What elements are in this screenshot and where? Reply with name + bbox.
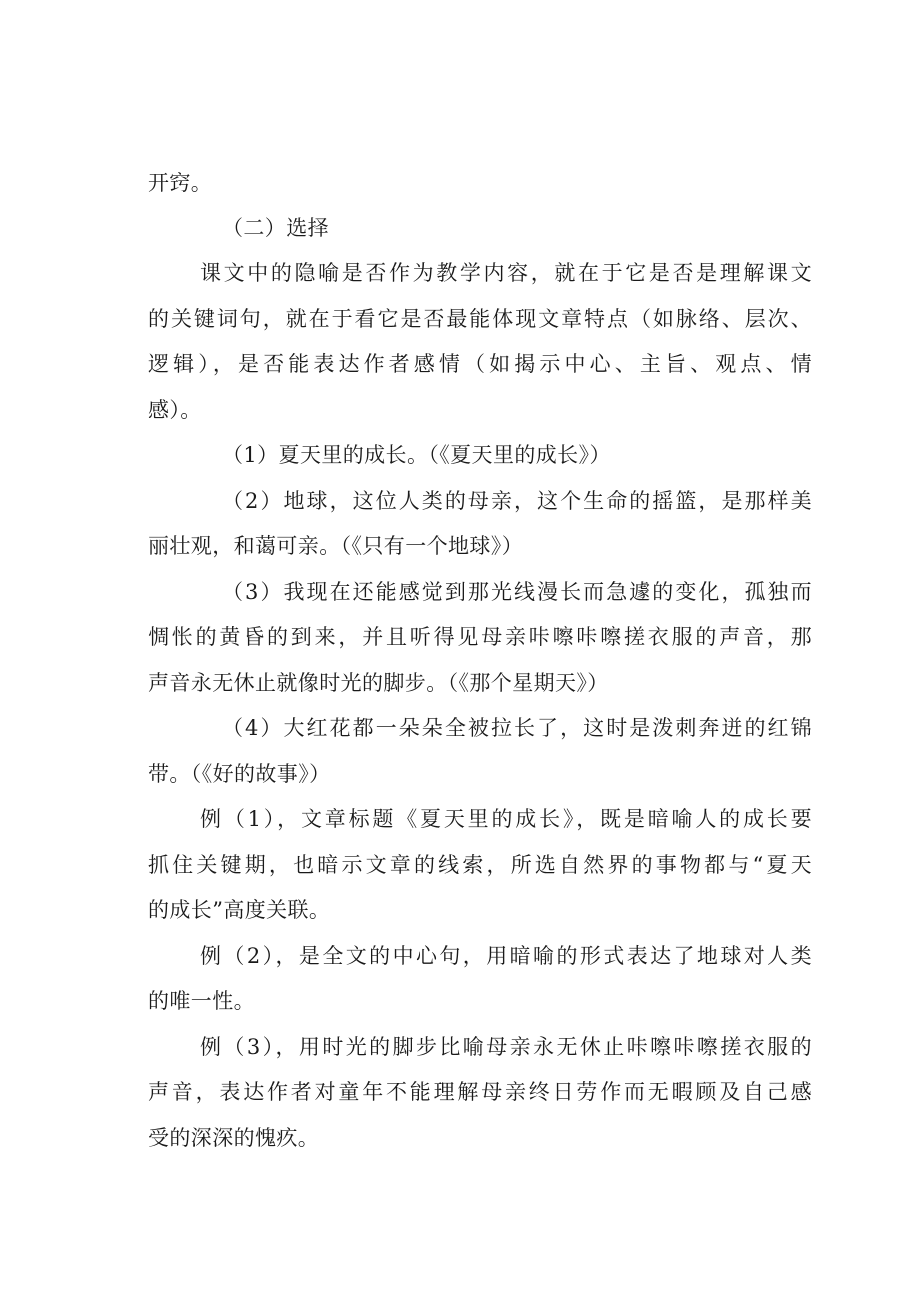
text-line: 开窍。 — [148, 171, 213, 195]
example-line: 带。（《好的故事》） — [148, 762, 331, 786]
analysis-line: 例（1），文章标题《夏天里的成长》，既是暗喻人的成长要 — [200, 807, 812, 831]
text-line: 的关键词句，就在于看它是否最能体现文章特点（如脉络、层次、 — [148, 307, 812, 331]
analysis-line: 声音，表达作者对童年不能理解母亲终日劳作而无暇顾及自己感 — [148, 1080, 812, 1104]
example-line: （2）地球，这位人类的母亲，这个生命的摇篮，是那样美 — [222, 489, 812, 513]
analysis-line: 抓住关键期，也暗示文章的线索，所选自然界的事物都与“夏天 — [148, 853, 812, 877]
example-line: 声音永无休止就像时光的脚步。（《那个星期天》） — [148, 671, 609, 695]
example-line: （1）夏天里的成长。（《夏天里的成长》） — [222, 443, 611, 467]
text-line: 逻辑），是否能表达作者感情（如揭示中心、主旨、观点、情 — [148, 352, 812, 376]
example-line: （3）我现在还能感觉到那光线漫长而急遽的变化，孤独而 — [222, 580, 812, 604]
example-line: 丽壮观，和蔼可亲。（《只有一个地球》） — [148, 534, 524, 558]
analysis-line: 例（2），是全文的中心句，用暗喻的形式表达了地球对人类 — [200, 944, 812, 968]
text-line: 感）。 — [148, 398, 202, 422]
analysis-line: 例（3），用时光的脚步比喻母亲永无休止咔嚓咔嚓搓衣服的 — [200, 1035, 812, 1059]
section-heading: （二）选择 — [222, 216, 329, 240]
analysis-line: 的唯一性。 — [148, 989, 255, 1013]
example-line: （4）大红花都一朵朵全被拉长了，这时是泼刺奔迸的红锦 — [222, 716, 812, 740]
analysis-line: 的成长”高度关联。 — [148, 898, 331, 922]
example-line: 惆怅的黄昏的到来，并且听得见母亲咔嚓咔嚓搓衣服的声音，那 — [148, 625, 812, 649]
analysis-line: 受的深深的愧疚。 — [148, 1126, 320, 1150]
text-line: 课文中的隐喻是否作为教学内容，就在于它是否是理解课文 — [200, 261, 812, 285]
